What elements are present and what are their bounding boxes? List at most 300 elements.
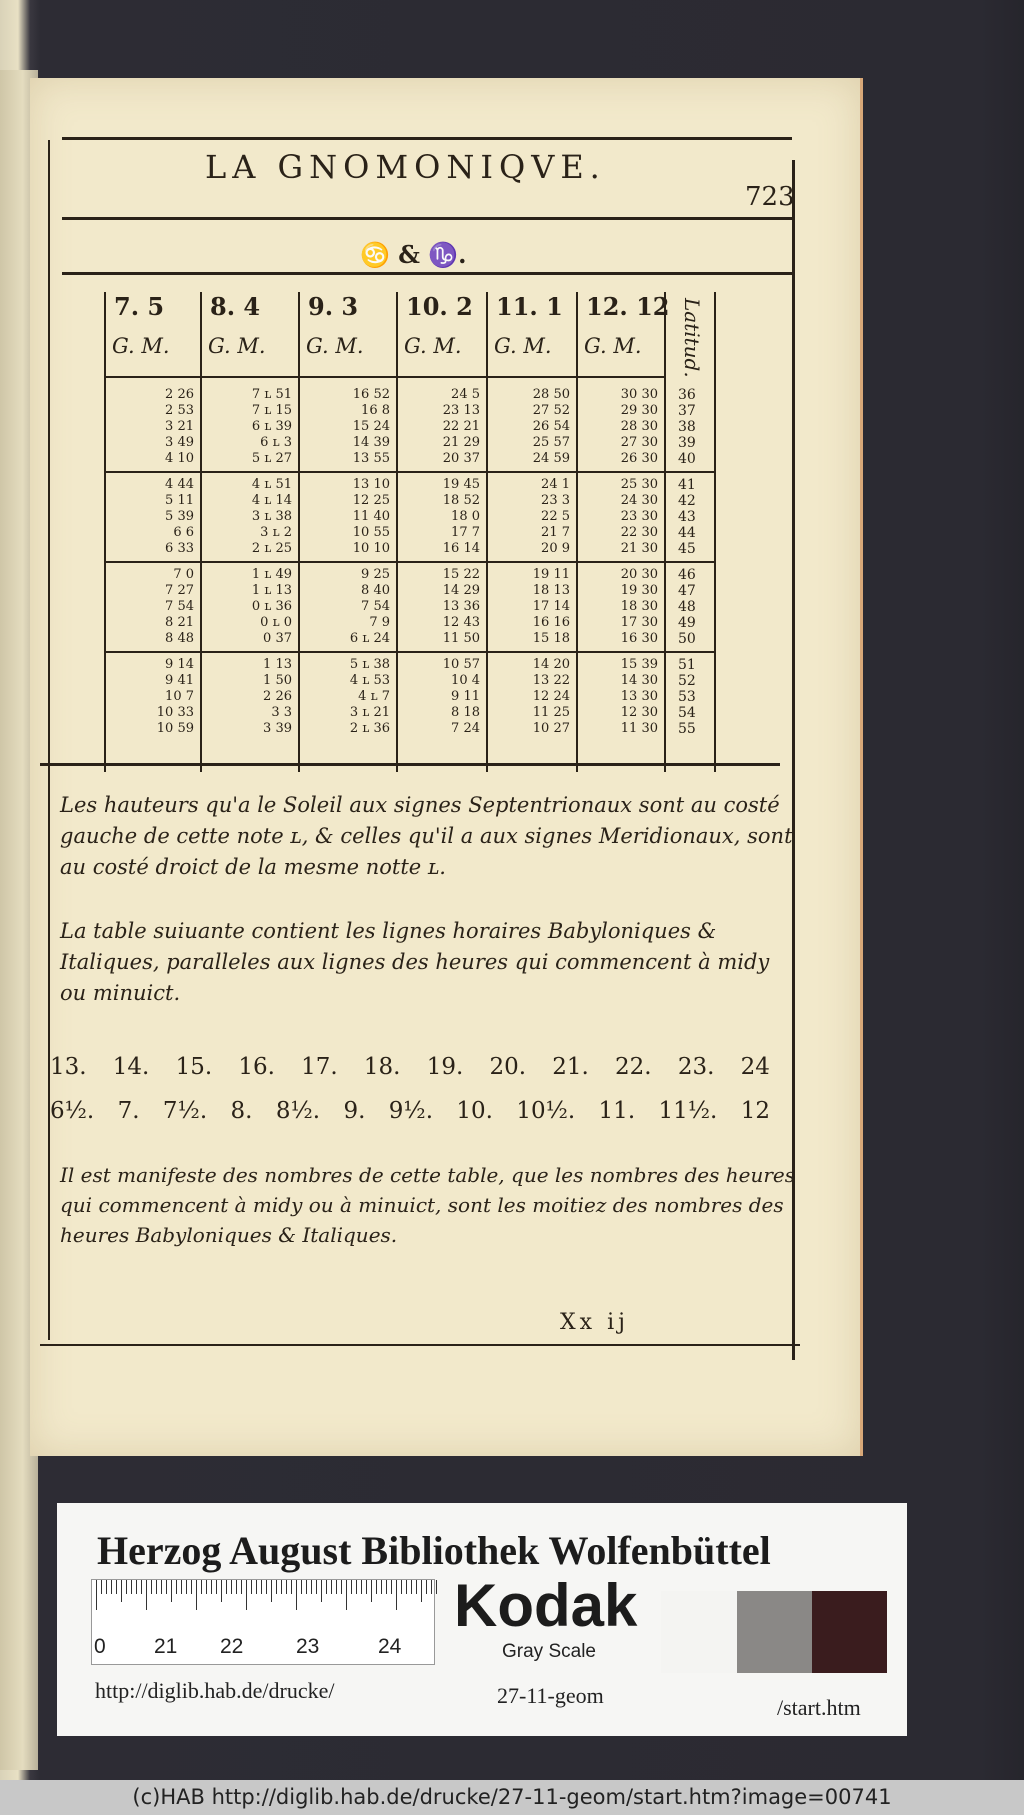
group-rule bbox=[202, 561, 300, 563]
table-cell: 28 50 bbox=[532, 387, 570, 402]
group-rule bbox=[106, 651, 202, 653]
ruler-tick bbox=[276, 1580, 277, 1594]
table-cell: 7 24 bbox=[451, 721, 480, 736]
table-cell: 7 27 bbox=[165, 583, 194, 598]
ruler-tick bbox=[181, 1580, 182, 1594]
hour-number: 22. bbox=[615, 1054, 652, 1080]
table-cell: 0 37 bbox=[263, 631, 292, 646]
table-cell: 7 ʟ 15 bbox=[251, 403, 292, 418]
ruler-tick bbox=[341, 1580, 342, 1594]
latitude-cell: 38 bbox=[678, 419, 696, 435]
latitude-cell: 54 bbox=[678, 705, 696, 721]
group-rule bbox=[398, 651, 488, 653]
ruler-tick bbox=[261, 1580, 262, 1594]
ruler-tick bbox=[196, 1580, 197, 1610]
table-cell: 5 ʟ 38 bbox=[349, 657, 390, 672]
table-cell: 15 22 bbox=[442, 567, 480, 582]
table-cell: 3 ʟ 38 bbox=[251, 509, 292, 524]
table-cell: 7 54 bbox=[165, 599, 194, 614]
ruler-tick bbox=[121, 1580, 122, 1602]
table-cell: 3 ʟ 21 bbox=[349, 705, 390, 720]
group-rule bbox=[578, 561, 666, 563]
ruler-tick bbox=[201, 1580, 202, 1594]
ruler-tick bbox=[361, 1580, 362, 1594]
ruler-tick bbox=[266, 1580, 267, 1594]
gray-scale-label: Gray Scale bbox=[502, 1641, 596, 1662]
latitude-cell: 45 bbox=[678, 541, 696, 557]
group-rule bbox=[666, 561, 714, 563]
ruler-tick bbox=[126, 1580, 127, 1594]
ruler-tick bbox=[411, 1580, 412, 1594]
white-patch bbox=[661, 1591, 737, 1673]
table-cell: 10 57 bbox=[442, 657, 480, 672]
source-footer: (c)HAB http://diglib.hab.de/drucke/27-11-geom/start.htm?image=00741 bbox=[0, 1780, 1024, 1815]
table-cell: 1 ʟ 13 bbox=[251, 583, 292, 598]
ruler-tick bbox=[371, 1580, 372, 1602]
page-bottom-rule bbox=[40, 1344, 800, 1346]
table-cell: 11 50 bbox=[442, 631, 480, 646]
latitude-cell: 53 bbox=[678, 689, 696, 705]
ruler-tick bbox=[286, 1580, 287, 1594]
table-cell: 10 10 bbox=[352, 541, 390, 556]
black-patch bbox=[812, 1591, 887, 1673]
column-degrees-minutes-header: G. M. bbox=[584, 334, 642, 358]
table-cell: 15 24 bbox=[352, 419, 390, 434]
table-cell: 9 41 bbox=[165, 673, 194, 688]
table-cell: 3 39 bbox=[263, 721, 292, 736]
ruler-tick bbox=[421, 1580, 422, 1602]
hour-number: 9½. bbox=[388, 1098, 434, 1124]
table-cell: 6 6 bbox=[173, 525, 194, 540]
table-column bbox=[200, 292, 300, 772]
table-cell: 4 44 bbox=[165, 477, 194, 492]
gray-patch bbox=[737, 1591, 812, 1673]
table-cell: 14 39 bbox=[352, 435, 390, 450]
hour-number: 6½. bbox=[50, 1098, 95, 1124]
table-cell: 3 ʟ 2 bbox=[260, 525, 292, 540]
color-target-card bbox=[57, 1503, 907, 1736]
ruler-tick bbox=[101, 1580, 102, 1594]
note-septentrional: Les hauteurs qu'a le Soleil aux signes Septentrionaux sont au costé gauche de cette note ʟ, & celles qu'il a aux signes Meridionaux, sont au costé droict de la mesme notte ʟ. bbox=[60, 793, 793, 879]
group-rule bbox=[202, 651, 300, 653]
table-cell: 20 30 bbox=[620, 567, 658, 582]
ruler-tick bbox=[251, 1580, 252, 1594]
ruler-tick bbox=[321, 1580, 322, 1602]
ruler-tick bbox=[271, 1580, 272, 1602]
ruler-tick bbox=[186, 1580, 187, 1594]
ruler-tick bbox=[301, 1580, 302, 1594]
table-cell: 6 ʟ 39 bbox=[251, 419, 292, 434]
ruler-tick bbox=[316, 1580, 317, 1594]
ruler-tick bbox=[416, 1580, 417, 1594]
table-cell: 23 13 bbox=[442, 403, 480, 418]
column-degrees-minutes-header: G. M. bbox=[404, 334, 462, 358]
table-cell: 24 30 bbox=[620, 493, 658, 508]
header-rule bbox=[202, 376, 300, 378]
ruler-tick bbox=[236, 1580, 237, 1594]
latitude-cell: 42 bbox=[678, 493, 696, 509]
table-cell: 2 ʟ 25 bbox=[251, 541, 292, 556]
table-cell: 25 57 bbox=[532, 435, 570, 450]
table-cell: 0 ʟ 36 bbox=[251, 599, 292, 614]
half-hours-row bbox=[50, 1098, 770, 1124]
hour-number: 11½. bbox=[658, 1098, 718, 1124]
table-cell: 3 3 bbox=[271, 705, 292, 720]
signs-header: ♋ & ♑. bbox=[360, 240, 467, 269]
hour-number: 11. bbox=[598, 1098, 636, 1124]
table-cell: 25 30 bbox=[620, 477, 658, 492]
ruler-tick bbox=[386, 1580, 387, 1594]
ruler-tick bbox=[206, 1580, 207, 1594]
url-signature: 27-11-geom bbox=[497, 1683, 604, 1708]
table-cell: 4 ʟ 53 bbox=[349, 673, 390, 688]
ruler-tick bbox=[336, 1580, 337, 1594]
table-cell: 26 30 bbox=[620, 451, 658, 466]
ruler-tick bbox=[136, 1580, 137, 1594]
table-cell: 4 ʟ 14 bbox=[251, 493, 292, 508]
ruler-tick bbox=[376, 1580, 377, 1594]
latitude-cell: 44 bbox=[678, 525, 696, 541]
table-cell: 18 30 bbox=[620, 599, 658, 614]
hour-number: 20. bbox=[489, 1054, 527, 1080]
table-cell: 17 14 bbox=[532, 599, 570, 614]
note-babylonian-table: La table suiuante contient les lignes horaires Babyloniques & Italiques, paralleles aux lignes des heures qui commencent à midy ou minuict. bbox=[60, 919, 770, 1005]
table-cell: 3 49 bbox=[165, 435, 194, 450]
group-rule bbox=[106, 471, 202, 473]
ruler-label: 21 bbox=[154, 1635, 178, 1658]
table-cell: 22 30 bbox=[620, 525, 658, 540]
table-cell: 13 10 bbox=[352, 477, 390, 492]
latitude-cell: 46 bbox=[678, 567, 696, 583]
ruler-tick bbox=[211, 1580, 212, 1594]
ruler-tick bbox=[191, 1580, 192, 1594]
ruler-label: 22 bbox=[220, 1635, 244, 1658]
group-rule bbox=[300, 651, 398, 653]
table-column bbox=[576, 292, 670, 772]
table-cell: 4 10 bbox=[165, 451, 194, 466]
table-column bbox=[396, 292, 488, 772]
header-rule bbox=[398, 376, 488, 378]
ruler-tick bbox=[346, 1580, 347, 1610]
table-cell: 13 22 bbox=[532, 673, 570, 688]
ruler-tick bbox=[226, 1580, 227, 1594]
babylonian-hours-row bbox=[50, 1054, 770, 1080]
url-start: /start.htm bbox=[777, 1695, 861, 1720]
column-degrees-minutes-header: G. M. bbox=[306, 334, 364, 358]
group-rule bbox=[488, 471, 578, 473]
column-hours-header: 10. 2 bbox=[406, 292, 473, 321]
table-cell: 15 18 bbox=[532, 631, 570, 646]
ruler-tick bbox=[366, 1580, 367, 1594]
table-cell: 16 8 bbox=[361, 403, 390, 418]
ruler-tick bbox=[356, 1580, 357, 1594]
hour-number: 12 bbox=[740, 1098, 770, 1124]
table-cell: 29 30 bbox=[620, 403, 658, 418]
table-cell: 4 ʟ 7 bbox=[358, 689, 390, 704]
table-cell: 5 11 bbox=[165, 493, 194, 508]
ruler-label: 24 bbox=[378, 1635, 402, 1658]
column-hours-header: 12. 12 bbox=[586, 292, 670, 321]
ruler-tick bbox=[351, 1580, 352, 1594]
latitude-cell: 37 bbox=[678, 403, 696, 419]
ruler-tick bbox=[306, 1580, 307, 1594]
table-cell: 6 33 bbox=[165, 541, 194, 556]
table-cell: 27 30 bbox=[620, 435, 658, 450]
table-cell: 16 52 bbox=[352, 387, 390, 402]
ruler-tick bbox=[216, 1580, 217, 1594]
table-cell: 27 52 bbox=[532, 403, 570, 418]
column-degrees-minutes-header: G. M. bbox=[494, 334, 552, 358]
latitude-cell: 50 bbox=[678, 631, 696, 647]
latitude-cell: 40 bbox=[678, 451, 696, 467]
ruler-tick bbox=[171, 1580, 172, 1602]
hour-number: 8. bbox=[230, 1098, 253, 1124]
table-cell: 6 ʟ 24 bbox=[349, 631, 390, 646]
table-cell: 18 52 bbox=[442, 493, 480, 508]
latitude-column bbox=[664, 292, 716, 772]
ruler-tick bbox=[116, 1580, 117, 1594]
table-cell: 11 40 bbox=[352, 509, 390, 524]
group-rule bbox=[300, 471, 398, 473]
ruler-tick bbox=[296, 1580, 297, 1610]
ruler-tick bbox=[381, 1580, 382, 1594]
hour-number: 13. bbox=[50, 1054, 87, 1080]
table-cell: 16 30 bbox=[620, 631, 658, 646]
note-manifest: Il est manifeste des nombres de cette table, que les nombres des heures qui commencent à midy ou à minuict, sont les moitiez des nombres des heures Babyloniques & Italiques. bbox=[60, 1163, 795, 1247]
latitude-cell: 51 bbox=[678, 657, 696, 673]
table-cell: 23 3 bbox=[541, 493, 570, 508]
latitude-cell: 52 bbox=[678, 673, 696, 689]
ruler-tick bbox=[176, 1580, 177, 1594]
ruler-tick bbox=[331, 1580, 332, 1594]
latitude-cell: 48 bbox=[678, 599, 696, 615]
ruler-tick bbox=[326, 1580, 327, 1594]
column-hours-header: 11. 1 bbox=[496, 292, 563, 321]
ruler-tick bbox=[246, 1580, 247, 1610]
header-rule bbox=[300, 376, 398, 378]
table-cell: 12 30 bbox=[620, 705, 658, 720]
table-cell: 8 18 bbox=[451, 705, 480, 720]
header-rule bbox=[488, 376, 578, 378]
table-cell: 14 20 bbox=[532, 657, 570, 672]
table-cell: 2 53 bbox=[165, 403, 194, 418]
table-cell: 10 59 bbox=[156, 721, 194, 736]
ruler-tick bbox=[291, 1580, 292, 1594]
table-cell: 17 30 bbox=[620, 615, 658, 630]
table-cell: 18 13 bbox=[532, 583, 570, 598]
ruler-tick bbox=[256, 1580, 257, 1594]
table-cell: 12 25 bbox=[352, 493, 390, 508]
table-cell: 5 ʟ 27 bbox=[251, 451, 292, 466]
table-cell: 16 16 bbox=[532, 615, 570, 630]
table-cell: 7 ʟ 51 bbox=[251, 387, 292, 402]
group-rule bbox=[398, 561, 488, 563]
table-cell: 20 37 bbox=[442, 451, 480, 466]
table-cell: 10 4 bbox=[451, 673, 480, 688]
latitude-cell: 49 bbox=[678, 615, 696, 631]
group-rule bbox=[398, 471, 488, 473]
table-cell: 10 27 bbox=[532, 721, 570, 736]
hour-number: 14. bbox=[112, 1054, 150, 1080]
hour-number: 9. bbox=[343, 1098, 366, 1124]
table-cell: 21 29 bbox=[442, 435, 480, 450]
ruler-tick bbox=[311, 1580, 312, 1594]
running-title: LA GNOMONIQVE. bbox=[205, 148, 606, 186]
signature-mark: Xx ij bbox=[560, 1310, 629, 1335]
hour-number: 10½. bbox=[516, 1098, 576, 1124]
group-rule bbox=[666, 471, 714, 473]
table-cell: 24 1 bbox=[541, 477, 570, 492]
table-cell: 14 29 bbox=[442, 583, 480, 598]
table-cell: 21 30 bbox=[620, 541, 658, 556]
hour-number: 19. bbox=[426, 1054, 464, 1080]
table-cell: 23 30 bbox=[620, 509, 658, 524]
table-cell: 18 0 bbox=[451, 509, 480, 524]
table-cell: 12 24 bbox=[532, 689, 570, 704]
ruler-tick bbox=[156, 1580, 157, 1594]
table-cell: 5 39 bbox=[165, 509, 194, 524]
table-cell: 17 7 bbox=[451, 525, 480, 540]
kodak-logo: Kodak bbox=[454, 1572, 638, 1639]
ruler-tick bbox=[161, 1580, 162, 1594]
ruler-tick bbox=[426, 1580, 427, 1594]
hour-number: 7. bbox=[117, 1098, 140, 1124]
table-cell: 7 54 bbox=[361, 599, 390, 614]
table-cell: 19 30 bbox=[620, 583, 658, 598]
hour-number: 23. bbox=[677, 1054, 715, 1080]
ruler-label: 0 bbox=[94, 1635, 106, 1658]
table-cell: 11 30 bbox=[620, 721, 658, 736]
table-cell: 13 30 bbox=[620, 689, 658, 704]
latitude-cell: 36 bbox=[678, 387, 696, 403]
ruler-tick bbox=[281, 1580, 282, 1594]
table-cell: 19 45 bbox=[442, 477, 480, 492]
table-cell: 11 25 bbox=[532, 705, 570, 720]
table-cell: 10 7 bbox=[165, 689, 194, 704]
table-cell: 6 ʟ 3 bbox=[260, 435, 292, 450]
header-rule bbox=[578, 376, 666, 378]
ruler-tick bbox=[396, 1580, 397, 1610]
hour-number: 16. bbox=[238, 1054, 275, 1080]
table-cell: 16 14 bbox=[442, 541, 480, 556]
table-cell: 22 5 bbox=[541, 509, 570, 524]
ruler-tick bbox=[151, 1580, 152, 1594]
ruler-tick bbox=[141, 1580, 142, 1594]
hour-number: 15. bbox=[175, 1054, 213, 1080]
table-cell: 21 7 bbox=[541, 525, 570, 540]
table-cell: 0 ʟ 0 bbox=[260, 615, 292, 630]
latitude-cell: 39 bbox=[678, 435, 696, 451]
url-base: http://diglib.hab.de/drucke/ bbox=[95, 1678, 335, 1703]
top-rule bbox=[62, 137, 792, 140]
title-rule bbox=[62, 217, 792, 220]
table-cell: 2 ʟ 36 bbox=[349, 721, 390, 736]
column-hours-header: 8. 4 bbox=[210, 292, 261, 321]
column-hours-header: 7. 5 bbox=[114, 292, 165, 321]
column-hours-header: 9. 3 bbox=[308, 292, 359, 321]
latitude-cell: 41 bbox=[678, 477, 696, 493]
ruler-tick bbox=[406, 1580, 407, 1594]
table-cell: 9 14 bbox=[165, 657, 194, 672]
hour-number: 21. bbox=[552, 1054, 589, 1080]
hour-number: 18. bbox=[363, 1054, 401, 1080]
ruler-label: 23 bbox=[296, 1635, 320, 1658]
table-cell: 1 50 bbox=[263, 673, 292, 688]
table-cell: 10 55 bbox=[352, 525, 390, 540]
scale-ruler bbox=[91, 1579, 435, 1665]
group-rule bbox=[300, 561, 398, 563]
table-cell: 19 11 bbox=[532, 567, 570, 582]
table-cell: 4 ʟ 51 bbox=[251, 477, 292, 492]
table-cell: 26 54 bbox=[532, 419, 570, 434]
ruler-tick bbox=[146, 1580, 147, 1610]
ruler-tick bbox=[231, 1580, 232, 1594]
latitude-cell: 55 bbox=[678, 721, 696, 737]
table-cell: 1 13 bbox=[263, 657, 292, 672]
ruler-tick bbox=[166, 1580, 167, 1594]
library-name: Herzog August Bibliothek Wolfenbüttel bbox=[97, 1528, 771, 1573]
ruler-tick bbox=[106, 1580, 107, 1594]
table-cell: 10 33 bbox=[156, 705, 194, 720]
table-cell: 2 26 bbox=[263, 689, 292, 704]
table-cell: 30 30 bbox=[620, 387, 658, 402]
column-degrees-minutes-header: G. M. bbox=[112, 334, 170, 358]
hour-number: 8½. bbox=[275, 1098, 321, 1124]
table-cell: 20 9 bbox=[541, 541, 570, 556]
ruler-tick bbox=[431, 1580, 432, 1594]
signs-rule bbox=[62, 272, 792, 275]
table-cell: 2 26 bbox=[165, 387, 194, 402]
table-cell: 9 11 bbox=[451, 689, 480, 704]
group-rule bbox=[578, 471, 666, 473]
hour-number: 7½. bbox=[162, 1098, 208, 1124]
column-degrees-minutes-header: G. M. bbox=[208, 334, 266, 358]
latitude-header: Latitud. bbox=[680, 298, 704, 378]
table-cell: 14 30 bbox=[620, 673, 658, 688]
table-cell: 24 59 bbox=[532, 451, 570, 466]
header-rule bbox=[106, 376, 202, 378]
latitude-cell: 47 bbox=[678, 583, 696, 599]
table-cell: 13 55 bbox=[352, 451, 390, 466]
ruler-tick bbox=[241, 1580, 242, 1594]
hour-number: 17. bbox=[301, 1054, 338, 1080]
table-cell: 24 5 bbox=[451, 387, 480, 402]
ruler-tick bbox=[391, 1580, 392, 1594]
table-cell: 9 25 bbox=[361, 567, 390, 582]
group-rule bbox=[106, 561, 202, 563]
ruler-tick bbox=[131, 1580, 132, 1594]
group-rule bbox=[578, 651, 666, 653]
ruler-tick bbox=[96, 1580, 97, 1610]
table-column bbox=[298, 292, 398, 772]
table-column bbox=[104, 292, 202, 772]
table-cell: 15 39 bbox=[620, 657, 658, 672]
page-frame-left bbox=[48, 140, 50, 1340]
table-cell: 7 0 bbox=[173, 567, 194, 582]
table-cell: 3 21 bbox=[165, 419, 194, 434]
ruler-tick bbox=[436, 1580, 437, 1594]
table-cell: 22 21 bbox=[442, 419, 480, 434]
page-number: 723 bbox=[745, 182, 795, 212]
ruler-tick bbox=[221, 1580, 222, 1602]
table-cell: 1 ʟ 49 bbox=[251, 567, 292, 582]
table-cell: 28 30 bbox=[620, 419, 658, 434]
hour-number: 24 bbox=[740, 1054, 770, 1080]
table-cell: 13 36 bbox=[442, 599, 480, 614]
table-cell: 8 48 bbox=[165, 631, 194, 646]
ruler-tick bbox=[401, 1580, 402, 1594]
table-cell: 8 40 bbox=[361, 583, 390, 598]
